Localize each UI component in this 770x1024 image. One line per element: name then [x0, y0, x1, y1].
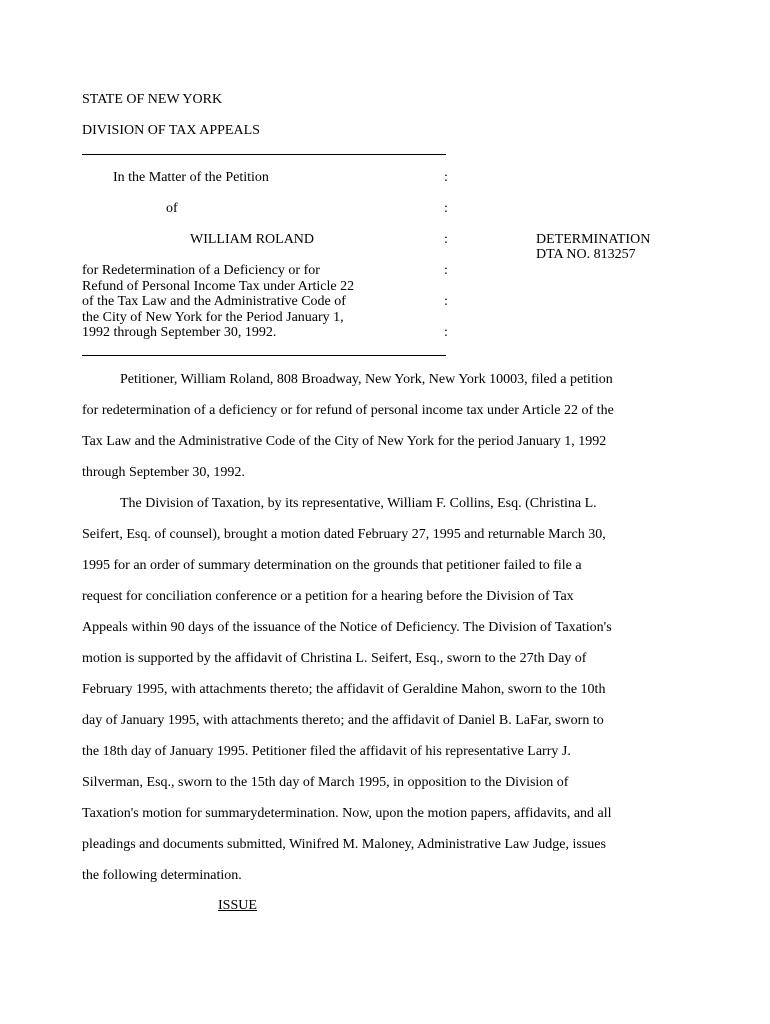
of-line: of: [166, 201, 178, 216]
determination-label: DETERMINATION: [536, 232, 651, 247]
body-text-line: February 1995, with attachments thereto; the affidavit of Geraldine Mahon, sworn to the 10th: [82, 682, 606, 697]
body-text-line: Silverman, Esq., sworn to the 15th day of March 1995, in opposition to the Division of: [82, 775, 569, 790]
caption-colon: :: [444, 201, 448, 216]
caption-colon: :: [444, 294, 448, 309]
purpose-line: for Redetermination of a Deficiency or for: [82, 263, 320, 278]
division-heading: DIVISION OF TAX APPEALS: [82, 123, 260, 138]
body-text-line: Taxation's motion for summarydetermination. Now, upon the motion papers, affidavits, and all: [82, 806, 612, 821]
body-text-line: Tax Law and the Administrative Code of the City of New York for the period January 1, 1992: [82, 434, 607, 449]
state-heading: STATE OF NEW YORK: [82, 92, 223, 107]
body-text-line: Petitioner, William Roland, 808 Broadway, New York, New York 10003, filed a petition: [120, 372, 613, 387]
dta-number: DTA NO. 813257: [536, 247, 636, 262]
body-text-line: The Division of Taxation, by its representative, William F. Collins, Esq. (Christina L.: [120, 496, 597, 511]
body-text-line: Appeals within 90 days of the issuance of the Notice of Deficiency. The Division of Taxation's: [82, 620, 612, 635]
body-text-line: pleadings and documents submitted, Winifred M. Maloney, Administrative Law Judge, issues: [82, 837, 606, 852]
body-text-line: request for conciliation conference or a petition for a hearing before the Division of Tax: [82, 589, 574, 604]
body-text-line: the following determination.: [82, 868, 242, 883]
body-text-line: for redetermination of a deficiency or for refund of personal income tax under Article 22 of the: [82, 403, 614, 418]
body-text-line: Seifert, Esq. of counsel), brought a motion dated February 27, 1995 and returnable March 30,: [82, 527, 606, 542]
caption-top-rule: [82, 154, 446, 155]
body-text-line: motion is supported by the affidavit of Christina L. Seifert, Esq., sworn to the 27th Day of: [82, 651, 587, 666]
purpose-line: the City of New York for the Period January 1,: [82, 310, 344, 325]
petitioner-name: WILLIAM ROLAND: [190, 232, 315, 247]
caption-colon: :: [444, 325, 448, 340]
matter-line: In the Matter of the Petition: [113, 170, 269, 185]
purpose-line: 1992 through September 30, 1992.: [82, 325, 277, 340]
caption-colon: :: [444, 232, 448, 247]
caption-colon: :: [444, 263, 448, 278]
purpose-line: of the Tax Law and the Administrative Code of: [82, 294, 346, 309]
caption-colon: :: [444, 170, 448, 185]
body-text-line: day of January 1995, with attachments thereto; and the affidavit of Daniel B. LaFar, sworn to: [82, 713, 604, 728]
issue-heading: ISSUE: [218, 898, 257, 913]
body-text-line: 1995 for an order of summary determination on the grounds that petitioner failed to file a: [82, 558, 582, 573]
purpose-line: Refund of Personal Income Tax under Article 22: [82, 279, 355, 294]
body-text-line: through September 30, 1992.: [82, 465, 245, 480]
caption-bottom-rule: [82, 355, 446, 356]
body-text-line: the 18th day of January 1995. Petitioner filed the affidavit of his representative Larry J.: [82, 744, 571, 759]
